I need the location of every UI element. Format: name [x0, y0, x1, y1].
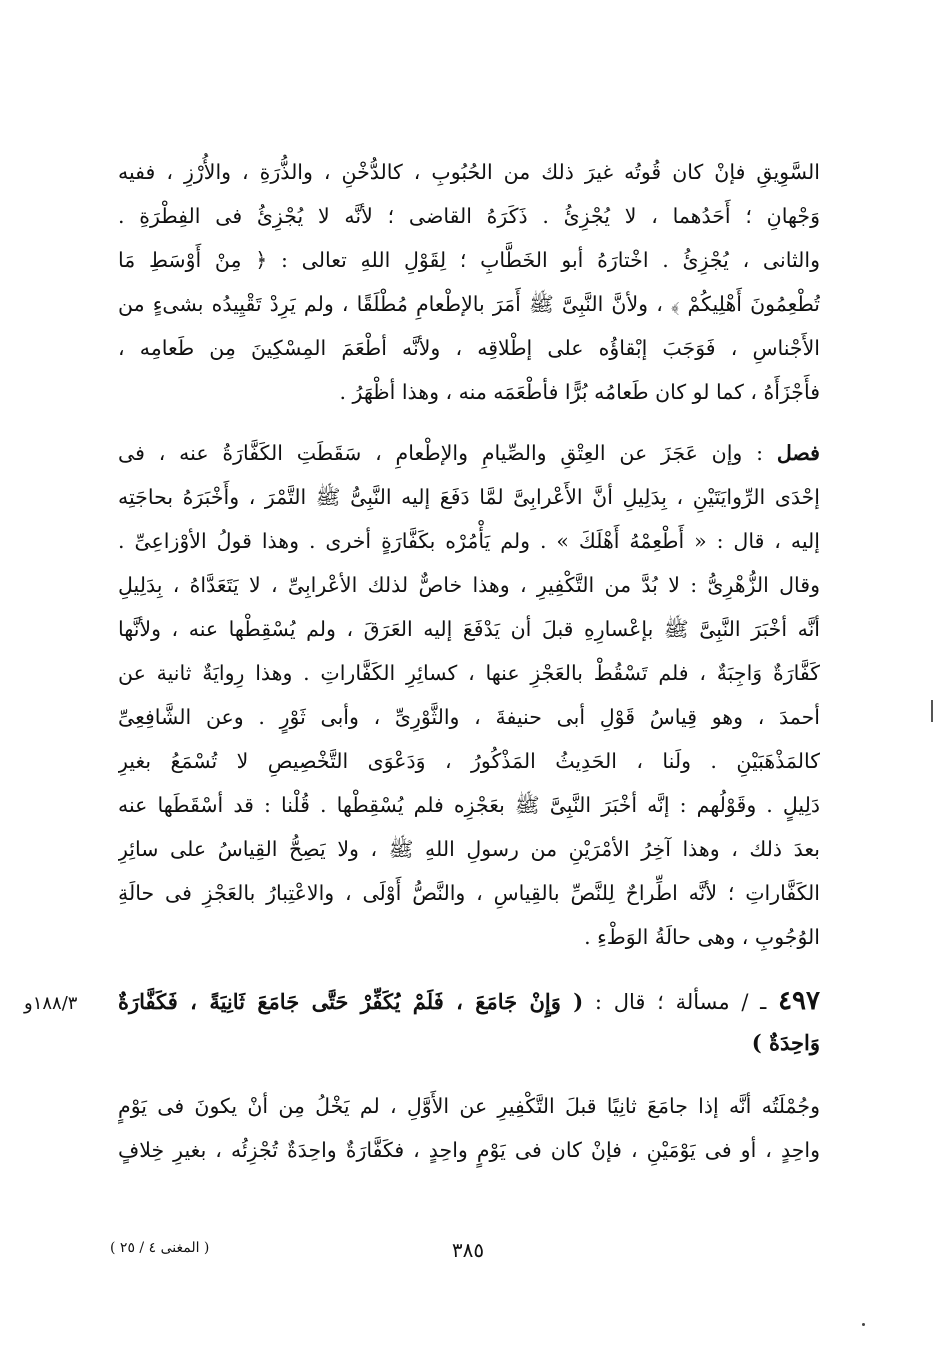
text-line: السَّوِيقِ فإنْ كان قُوتُه غيرَ ذلك من الحُبُوبِ ، كالدُّخْنِ ، والذُّرَةِ ، والأُرْزِ ، ففيه [118, 160, 820, 184]
margin-reference: ١٨٨/٣و [24, 993, 78, 1014]
text-line-first [118, 431, 820, 475]
paragraph-2 [118, 431, 820, 959]
section-label: فصل [776, 441, 820, 465]
text-line: الأَجْناسِ ، فَوَجَبَ إبْقاؤُه على إطْلاقِه ، ولأنَّه أطْعَمَ المِسْكِينَ مِن طَعامِه ، [118, 336, 820, 360]
margin-tick [931, 700, 933, 722]
text-line: أنَّه أخْبَرَ النَّبِىَّ ﷺ بإعْسارِهِ قبلَ أن يَدْفَعَ إليه العَرَقَ ، ولم يُسْقِطْها عنه ، ولأنَّها [118, 617, 820, 641]
footer-reference: ( المغنى ٤ / ٢٥ ) [110, 1240, 210, 1256]
masala-line-1 [118, 980, 820, 1022]
text-line: إحْدَى الرِّوايَتَيْنِ ، بِدَلِيلِ أنَّ الأَعْرابِىَّ لمَّا دَفَعَ إليه النَّبِىُّ ﷺ التَّمْرَ ، وأَخْبَرَهُ بحاجَتِه [118, 485, 820, 509]
masala-lead: ـ / مسألة ؛ قال : [594, 990, 767, 1014]
text-line: كَفَّارَةٌ وَاجِبَةٌ ، فلم تَسْقُطْ بالعَجْزِ عنها ، كسائِرِ الكَفَّاراتِ . وهذا رِوايَةٌ ثانية عن [118, 661, 820, 685]
text-line: وَجْهانِ ؛ أَحَدُهما ، لا يُجْزِئُ . ذَكَرَهُ القاضى ؛ لأنَّه لا يُجْزِئُ فى الفِطْرَةِ . [118, 204, 820, 228]
text-line: فأَجْزَأَهُ ، كما لو كان طَعامُه بُرًّا فأطْعَمَه منه ، وهذا أظْهَرُ . [339, 380, 820, 404]
text-line: أحمدَ ، وهو قِياسُ قَوْلِ أبى حنيفةَ ، والثَّوْرِىِّ ، وأبى ثَوْرٍ . وعن الشَّافِعِىِّ [118, 705, 820, 729]
paragraph-3 [118, 1084, 820, 1172]
masala-line-2: وَاحِدَةٌ ) [751, 1030, 820, 1055]
text-line: دَلِيلٍ . وقَوْلُهم : إنَّه أخْبَرَ النَّبِىَّ ﷺ بعَجْزِه فلم يُسْقِطْها . قُلْنا : قد أسْقَطَها عنه [118, 793, 820, 817]
text-line: الوُجُوبِ ، وهى حالَةُ الوَطْءِ . [584, 925, 820, 949]
text-line: واحِدٍ ، أو فى يَوْمَيْنِ ، فإنْ كان فى يَوْمٍ واحِدٍ ، فكَفَّارَةٌ واحِدَةٌ تُجْزِئُه ، بغيرِ خِلافٍ [118, 1138, 820, 1162]
scan-dot [862, 1323, 865, 1326]
text-line: بعدَ ذلك ، وهذا آخِرُ الأمْرَيْنِ من رسولِ اللهِ ﷺ ، ولا يَصِحُّ القِياسُ على سائِرِ [118, 837, 820, 861]
text-line: كالمَذْهَبَيْنِ . ولَنا ، الحَدِيثُ المَذْكُورُ ، وَدَعْوَى التَّخْصِيصِ لا تُسْمَعُ بغيرِ [118, 749, 820, 773]
masala-heading [118, 980, 820, 1064]
text-line: الكَفَّاراتِ ؛ لأنَّه اطِّراحٌ لِلنَّصِّ بالقِياسِ ، والنَّصُّ أَوْلَى ، والاعْتِبارُ بالعَجْزِ فى حالَةِ [118, 881, 820, 905]
text-line: إليه ، قال : « أَطْعِمْهُ أَهْلَكَ » . ولم يَأْمُرْه بكَفَّارَةٍ أخرى . وهذا قولُ الأوْزاعِىِّ . [118, 529, 820, 553]
text-line: وقال الزُّهْرِىُّ : لا بُدَّ من التَّكْفِيرِ ، وهذا خاصٌّ لذلك الأعْرابِىِّ ، لا يَتَعَدَّاهُ ، بِدَلِيلِ [118, 573, 820, 597]
page-number: ٣٨٥ [451, 1238, 485, 1262]
text-line: تُطْعِمُونَ أَهْلِيكُمْ ﴾ ، ولأنَّ النَّبِىَّ ﷺ أَمَرَ بالإطْعامِ مُطْلَقًا ، ولم يَرِدْ تَقْيِيدُه بشىءٍ من [118, 292, 820, 316]
masala-text: ( وَإِنْ جَامَعَ ، فَلَمْ يُكَفِّرْ حَتَّى جَامَعَ ثَانِيَةً ، فَكَفَّارَةٌ [118, 989, 584, 1014]
text-fragment: : وإن عَجَزَ عن العِتْقِ والصِّيامِ والإطْعامِ ، سَقَطَتِ الكَفَّارَةُ عنه ، فى [118, 441, 764, 465]
paragraph-1 [118, 150, 820, 414]
text-line: وجُمْلَتُه أنَّه إذا جامَعَ ثانِيًا قبلَ التَّكْفِيرِ عن الأَوَّلِ ، لم يَخْلُ مِن أنْ يكونَ فى يَوْمٍ [118, 1094, 820, 1118]
text-line: والثانى ، يُجْزِئُ . اخْتارَهُ أبو الخَطَّابِ ؛ لِقَوْلِ اللهِ تعالى : ﴿ مِنْ أَوْسَطِ مَا [118, 248, 820, 272]
masala-number: ٤٩٧ [778, 986, 820, 1016]
